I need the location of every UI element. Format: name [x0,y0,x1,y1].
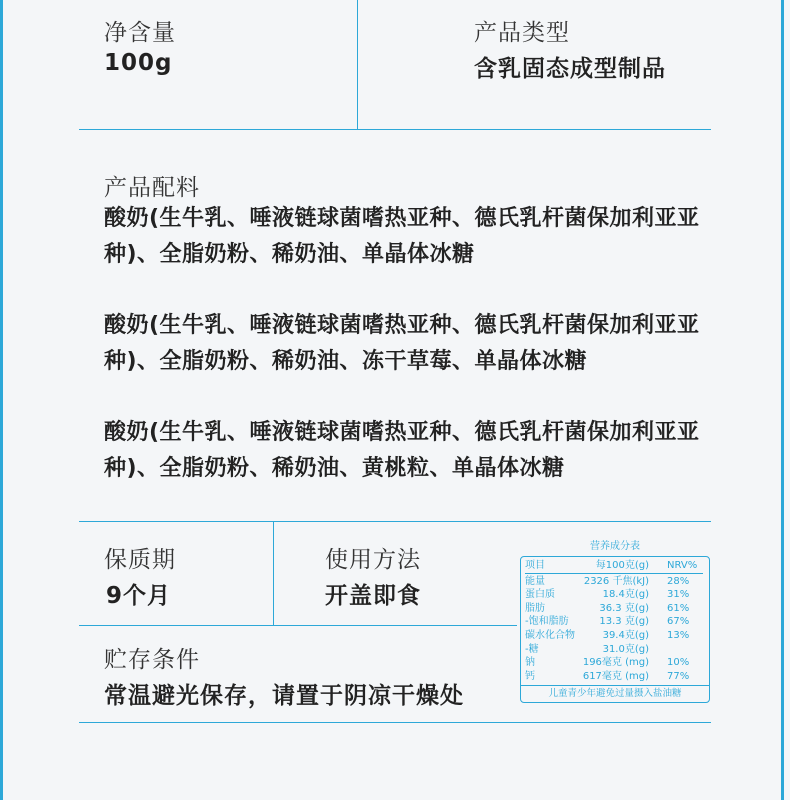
nutrition-header-per: 每100克(g) [595,560,649,571]
nutrition-item: 蛋白质 [525,589,555,601]
nutrition-row [525,602,703,616]
nutrition-item: 能量 [525,575,545,587]
storage-value: 常温避光保存，请置于阴凉干燥处 [104,683,464,709]
nutrition-amount: 31.0克(g) [602,643,649,655]
divider-bottom [79,722,711,723]
usage-label: 使用方法 [325,547,421,573]
nutrition-item: 脂肪 [525,602,545,614]
ingredients-label: 产品配料 [104,175,200,201]
nutrition-amount: 13.3 克(g) [599,616,649,628]
nutrition-title: 营养成分表 [590,541,640,552]
nutrition-item: -糖 [525,643,539,655]
nutrition-table [520,537,710,703]
divider-lower [79,625,517,626]
nutrition-row [525,643,703,657]
divider-middle [79,521,711,522]
nutrition-nrv [667,643,703,657]
nutrition-header-item: 项目 [525,560,545,571]
nutrition-amount: 196毫克 (mg) [582,657,649,669]
divider-vertical-top [357,0,358,130]
shelf-life-value: 9个月 [106,583,172,609]
nutrition-row [525,615,703,629]
nutrition-item: 碳水化合物 [525,629,575,641]
nutrition-amount: 36.3 克(g) [599,602,649,614]
nutrition-amount: 2326 千焦(kJ) [583,575,649,587]
nutrition-amount: 39.4克(g) [602,629,649,641]
nutrition-row [525,629,703,643]
nutrition-nrv: 10% [667,657,690,669]
nutrition-nrv: 31% [667,589,690,601]
ingredient-item: 酸奶(生牛乳、唾液链球菌嗜热亚种、德氏乳杆菌保加利亚亚种)、全脂奶粉、稀奶油、冻干草莓、单晶体冰糖 [104,313,700,374]
ingredient-item: 酸奶(生牛乳、唾液链球菌嗜热亚种、德氏乳杆菌保加利亚亚种)、全脂奶粉、稀奶油、单晶体冰糖 [104,206,700,267]
nutrition-amount: 18.4克(g) [602,589,649,601]
divider-vertical-bottom [273,521,274,625]
nutrition-amount: 617毫克 (mg) [582,670,649,682]
nutrition-row [525,575,703,589]
usage-value: 开盖即食 [325,583,421,609]
nutrition-nrv: 77% [667,670,690,682]
nutrition-nrv: 61% [667,602,690,614]
nutrition-row [525,588,703,602]
nutrition-header-row [525,559,703,574]
nutrition-row [525,656,703,670]
ingredient-item: 酸奶(生牛乳、唾液链球菌嗜热亚种、德氏乳杆菌保加利亚亚种)、全脂奶粉、稀奶油、黄桃粒、单晶体冰糖 [104,420,700,481]
product-type-label: 产品类型 [474,20,570,46]
nutrition-box [520,556,710,703]
shelf-life-label: 保质期 [104,547,176,573]
nutrition-header-nrv: NRV% [667,560,698,571]
net-content-label: 净含量 [104,20,176,46]
nutrition-nrv: 28% [667,575,690,587]
storage-label: 贮存条件 [104,647,200,673]
frame-right-border [781,0,784,800]
nutrition-row [525,670,703,684]
divider-top [79,129,711,130]
nutrition-footer: 儿童青少年避免过量摄入盐油糖 [521,685,709,702]
ingredients-list [104,201,734,522]
frame-left-border [0,0,3,800]
nutrition-nrv: 67% [667,616,690,628]
nutrition-item: 钠 [525,657,535,669]
net-content-value: 100g [104,50,173,76]
nutrition-item: -饱和脂肪 [525,616,569,628]
product-type-value: 含乳固态成型制品 [474,56,666,82]
nutrition-nrv: 13% [667,629,690,641]
nutrition-item: 钙 [525,670,535,682]
